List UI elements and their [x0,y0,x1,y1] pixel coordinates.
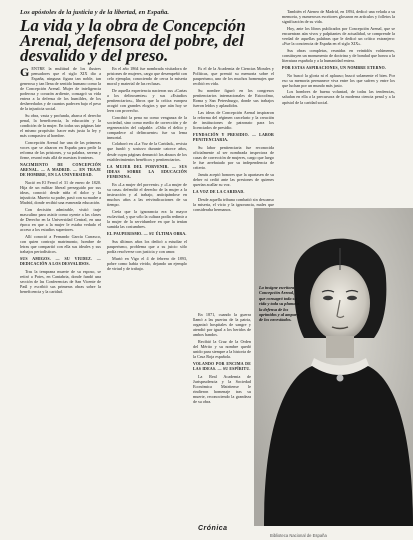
paragraph: Su labor penitenciaria fue reconocida oficialmente al ser nombrada inspectora de casas de corrección de mujeres, cargo que luego le fue arrebatado por su independencia de criterio. [193,144,274,171]
kicker-line: Los apóstoles de la justicia y de la libertad, en España. [20,9,170,16]
section-heading: EL PAUPERISMO. — SU ÚLTIMA OBRA. [107,231,187,236]
section-heading: LA VOZ DE LA CARIDAD. [193,189,245,194]
paragraph: Sus obras completas, reunidas en veintidós volúmenes, constituyen un monumento de doctrina y de bondad que honra a la literatura española y a la humanidad entera. [282,47,395,63]
paragraph: Su nombre figuró en los congresos penitenciarios internacionales de Estocolmo, Roma y San Petersburgo, donde sus trabajos fueron leídos y aplaudidos. [193,87,274,108]
section-heading: SUS AMIGOS. — SU VIUDEZ. — DEDICACIÓN A LOS DESVALIDOS. [20,257,101,267]
portrait-caption: La insigne escritora Concepción Arenal, que consagró toda su vida y toda su pluma a la defensa de los oprimidos y al amparo de los necesitados. [259,285,299,323]
section-heading: POR ESTAS ASPIRACIONES, UN NOMBRE ETERNO. [282,65,387,70]
column-4 [282,9,395,205]
paragraph: Recibió la Cruz de la Orden del Mérito y su nombre quedó unido para siempre a la historia de la Cruz Roja española. [193,338,251,359]
paragraph: Su obra, vasta y profunda, abarca el derecho penal, la beneficencia, la educación y la condición de la mujer. En todas sus páginas late el mismo propósito: hacer más justa la ley y más compasivo al hombre. [20,113,101,139]
paragraph: Murió en Vigo el 4 de febrero de 1893, pobre como había vivido, dejando un ejemplo de virtud y de trabajo. [107,255,187,271]
paragraph: En el año 1864 fue nombrada visitadora de prisiones de mujeres, cargo que desempeñó con celo ejemplar, conociendo de cerca la miseria moral y material de las reclusas. [107,66,187,87]
section-heading: NACIMIENTO DE CONCEPCIÓN ARENAL. — A MADRID. — EN TRAJE DE HOMBRE, EN LA UNIVERSIDAD. [20,163,101,178]
article-headline: La vida y la obra de Concepción Arenal, defensora del pobre, del desvalido y del preso. [20,16,246,65]
paragraph: Con decisión admirable, vistió traje masculino para asistir como oyente a las clases de Derecho en la Universidad Central, en una época en que a la mujer le estaba vedado el acceso a los estudios superiores. [20,207,101,233]
paragraph: Hoy, ante los libros publicados por Concepción Arenal, que se encuentran aún vivos y palpitantes de actualidad, se comprende la verdad de aquellas palabras que le dedicó un crítico extranjero: «Fue la conciencia de España en el siglo XIX». [282,25,395,46]
drop-cap: G [20,66,30,79]
publication-brand: Crónica [198,525,228,532]
paragraph: La Real Academia de Jurisprudencia y la Sociedad Económica Matritense le rindieron homenaje tras su muerte, reconociendo la grandeza de su obra. [193,374,251,405]
column-3-lower [193,312,251,518]
paragraph: Nació en El Ferrol el 31 de enero de 1820. Hija de un militar liberal perseguido por sus ideas, conoció desde niña el dolor y la injusticia. Muerto su padre, pasó con su madre a Madrid, donde recibió una esmerada educación. [20,180,101,206]
paragraph: Concepción Arenal fue una de las primeras voces que se alzaron en España para pedir la reforma de las prisiones, y su palabra, serena y firme, resonó más allá de nuestras fronteras. [20,139,101,160]
paragraph: De aquella experiencia nacieron sus «Cartas a los delincuentes» y sus «Estudios penitenciarios», libros que la crítica europea acogió con grandes elogios y que aún hoy se leen con provecho. [107,87,187,113]
section-heading: FUNDACIÓN Y PRESIDIO. — LABOR PENITENCIARIA. [193,132,274,142]
column-2 [107,66,187,518]
paragraph: Sus últimos años los dedicó a estudiar el pauperismo, problema que a su juicio sólo podía resolverse con justicia y con amor. [107,238,187,254]
portrait-photo [254,208,413,526]
section-heading: VOLANDO POR ENCIMA DE LAS IDEAS. — SU ESPÍRITU. [193,362,251,372]
paragraph: Creía que la ignorancia era la mayor esclavitud, y que sólo la cultura podía redimir a la mujer de la servidumbre en que la tenían sumida las costumbres. [107,208,187,229]
paragraph: Desde aquella tribuna combatió sin descanso la miseria, el vicio y la ignorancia, males que consideraba hermanos. [193,196,274,212]
paragraph: En «La mujer del porvenir» y «La mujer de su casa» defendió el derecho de la mujer a la instrucción y al trabajo, anticipándose en muchos años a las reivindicaciones de su tiempo. [107,181,187,207]
paragraph: En 1871, cuando la guerra llamó a las puertas de la patria, organizó hospitales de sangre y atendió por igual a los heridos de ambos bandos. [193,312,251,338]
paragraph: Concibió la pena no como venganza de la sociedad, sino como medio de corrección y de regeneración del culpable. «Odia el delito y compadece al delincuente» fue su lema inmortal. [107,114,187,140]
paragraph: Allí conoció a Fernando García Carrasco, con quien contrajo matrimonio, hombre de letras que compartió con ella sus ideales y sus trabajos periodísticos. [20,233,101,254]
paragraph: También el Ateneo de Madrid, en 1894, dedicó una velada a su memoria, y numerosos escritores glosaron en artículos y folletos la significación de su vida. [282,9,395,25]
paragraph: No buscó la gloria ni el aplauso; buscó solamente el bien. Por eso su memoria permanece viva entre los que sufren y entre los que luchan por un mundo más justo. [282,72,395,88]
paragraph: Colaboró en «La Voz de la Caridad», revista que fundó y sostuvo durante catorce años, desde cuyas páginas denunció los abusos de los establecimientos benéficos y penitenciarios. [107,141,187,162]
column-1 [20,66,101,518]
paragraph: Las ideas de Concepción Arenal inspiraron la reforma del régimen carcelario y la creación de instituciones de patronato para los licenciados de presidio. [193,109,274,130]
source-note: Biblioteca Nacional de España [270,533,327,538]
paragraph: Jamás aceptó honores que la apartasen de su deber ni cedió ante las presiones de quienes querían acallar su voz. [193,171,274,187]
paragraph: ENTRE la multitud de los ilustres pensadores que el siglo XIX dio a España, ninguna figura tan noble, tan generosa y tan llena de sentido humano como la de Concepción Arenal. Mujer de inteligencia poderosa y corazón ardiente, consagró su vida entera a la defensa de los humildes, de los desheredados y de cuantos padecen bajo el peso de la injusticia social. [20,66,101,112]
paragraph: Tras la temprana muerte de su esposo, se retiró a Potes, en Cantabria, donde fundó una sección de las Conferencias de San Vicente de Paúl y escribió sus primeras obras sobre la beneficencia y la caridad. [20,269,101,295]
section-heading: LA MUJER DEL PORVENIR. — SUS IDEAS SOBRE LA EDUCACIÓN FEMENINA. [107,164,187,179]
paragraph: Los hombres de buena voluntad, de todas las tendencias, saludan en ella a la precursora de la moderna ciencia penal y a la apóstol de la caridad social. [282,89,395,105]
paragraph: Es el de la Academia de Ciencias Morales y Políticas, que premió su memoria sobre el pauperismo, uno de los muchos homenajes que recibió en vida. [193,66,274,87]
portrait-illustration [254,208,413,526]
